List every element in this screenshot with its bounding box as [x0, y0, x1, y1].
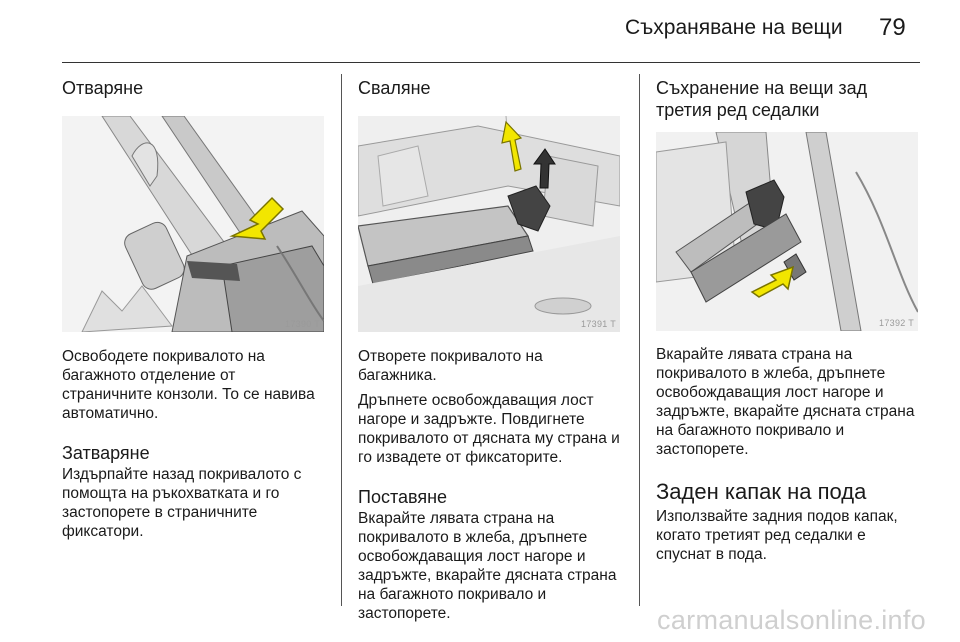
- paragraph: Използвайте задния подов капак, когато третият ред седалки е спуснат в пода.: [656, 508, 898, 563]
- section-heading-closing: Затваряне: [62, 443, 150, 463]
- section-heading-removing: Сваляне: [358, 78, 431, 98]
- section-heading-opening: Отваряне: [62, 78, 144, 98]
- section-heading-storing: Съхранение на вещи зад третия ред седалки: [656, 78, 868, 120]
- figure-code: 17392 T: [879, 318, 914, 328]
- section-heading-installing: Поставяне: [358, 487, 448, 507]
- paragraph: Дръпнете освобождаващия лост нагоре и задръжте. Повдигнете покривалото от дясната му страна и го извадете от фиксаторите.: [358, 392, 620, 466]
- paragraph: Вкарайте лявата страна на покривалото в жлеба, дръпнете освобождаващия лост нагоре и задръжте, вкарайте дясната страна на багажното покривало и застопорете.: [358, 510, 617, 622]
- column-divider: [639, 74, 640, 606]
- illustration-storing: [656, 132, 918, 331]
- paragraph: Освободете покривалото на багажното отделение от страничните конзоли. То се навива автоматично.: [62, 348, 315, 422]
- column-divider: [341, 74, 342, 606]
- paragraph: Отворете покривалото на багажника.: [358, 348, 543, 384]
- header-divider: [62, 62, 920, 63]
- watermark-text: carmanualsonline.info: [657, 605, 926, 635]
- column-removing: [358, 77, 624, 623]
- page-number: 79: [879, 14, 906, 41]
- section-heading-rear-floor-cover: Заден капак на пода: [656, 479, 867, 504]
- figure-code: 17390 T: [285, 319, 320, 329]
- column-opening: [62, 77, 328, 541]
- illustration-removing: [358, 116, 620, 332]
- column-storing: [656, 77, 922, 564]
- figure-code: 17391 T: [581, 319, 616, 329]
- paragraph: Издърпайте назад покривалото с помощта на ръкохватката и го застопорете в страничните фиксатори.: [62, 466, 302, 540]
- illustration-opening: [62, 116, 324, 332]
- running-header-title: Съхраняване на вещи: [625, 16, 843, 39]
- paragraph: Вкарайте лявата страна на покривалото в жлеба, дръпнете освобождаващия лост нагоре и задръжте, вкарайте дясната страна на багажното покривало и застопорете.: [656, 346, 915, 458]
